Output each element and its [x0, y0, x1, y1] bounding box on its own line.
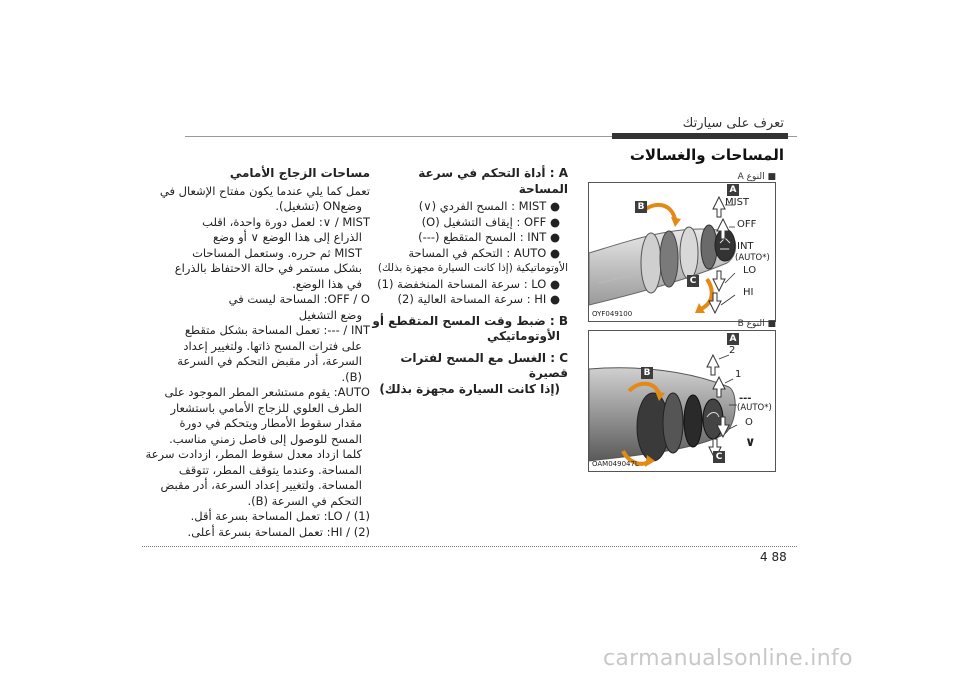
body-line: المسح للوصول إلى فاصل زمني مناسب.	[169, 431, 362, 446]
label-one: 1	[735, 369, 742, 380]
body-line: التحكم في السرعة (B).	[247, 493, 362, 508]
figure-a	[588, 182, 776, 322]
windshield-wipers-heading: مساحات الزجاج الأمامي	[229, 166, 370, 180]
watermark: carmanualsonline.info	[603, 646, 853, 671]
interval-heading: B : ضبط وقت المسح المتقطع أو	[372, 313, 568, 328]
body-line: INT / ---: تعمل المساحة بشكل متقطع	[184, 323, 370, 337]
mode-line: ● HI : سرعة المساحة العالية (2)	[397, 292, 560, 306]
windshield-wipers-column	[145, 166, 370, 540]
body-line: كلما ازداد معدل سقوط المطر، ازدادت سرعة	[145, 447, 362, 461]
mode-line: ● INT : المسح المتقطع (---)	[418, 230, 560, 244]
mode-line: ● LO : سرعة المساحة المنخفضة (1)	[377, 276, 560, 291]
body-line: مقدار سقوط الأمطار ويتحكم في دورة	[179, 416, 362, 430]
label-c: C	[687, 275, 699, 287]
label-a: A	[727, 184, 739, 196]
body-line: تعمل كما يلي عندما يكون مفتاح الإشعال في	[159, 183, 370, 198]
section-title: المساحات والغسالات	[629, 146, 784, 164]
body-line: OFF / O: المساحة ليست في	[228, 292, 370, 306]
label-two: 2	[729, 345, 736, 356]
wash-heading-cont: (إذا كانت السيارة مجهزة بذلك)	[379, 381, 560, 396]
label-a: A	[727, 333, 739, 345]
body-line: المساحة. ولتغيير إعداد السرعة، أدر مقبض	[160, 478, 362, 492]
mode-line: الأوتوماتيكية (إذا كانت السيارة مجهزة بذلك)	[377, 262, 568, 274]
label-b: B	[641, 367, 653, 379]
wiper-speed-heading: A : أداة التحكم في سرعة المساحة	[418, 166, 568, 196]
wiper-control-column	[368, 166, 568, 397]
mode-line: ● MIST : المسح الفردي (∨)	[418, 199, 560, 213]
body-line: الطرف العلوي للزجاج الأمامي باستشعار	[170, 400, 362, 415]
label-v: ∨	[745, 435, 756, 450]
label-auto: (AUTO*)	[737, 403, 772, 413]
body-line: المساحة. وعندما يتوقف المطر، تتوقف	[178, 462, 362, 477]
body-line: وضعON (تشغيل).	[275, 199, 362, 213]
label-lo: LO	[743, 265, 757, 276]
body-line: بشكل مستمر في حالة الاحتفاظ بالذراع	[174, 261, 362, 275]
body-line: في هذا الوضع.	[292, 276, 362, 291]
label-dash: ---	[739, 393, 752, 404]
mode-line: ● OFF : إيقاف التشغيل (O)	[421, 214, 560, 229]
label-int: INT	[737, 241, 754, 252]
wash-heading: C : الغسل مع المسح لفترات قصيرة	[400, 350, 568, 380]
label-off: OFF	[737, 219, 757, 230]
body-line: وضع التشغيل	[298, 307, 362, 322]
body-line: MIST ثم حرره. وستعمل المساحات	[192, 245, 362, 260]
footer-rule	[142, 546, 797, 547]
page-number: 4 88	[760, 550, 787, 564]
body-line: السرعة، أدر مقبض التحكم في السرعة	[177, 354, 362, 368]
body-line: على فترات المسح ذاتها. ولتغيير إعداد	[183, 338, 362, 353]
body-line: (B).	[341, 369, 362, 384]
figure-b	[588, 330, 776, 472]
chapter-title: تعرف على سيارتك	[682, 116, 784, 131]
mode-line: ● AUTO : التحكم في المساحة	[408, 245, 560, 260]
body-line: HI / (2): تعمل المساحة بسرعة أعلى.	[187, 524, 370, 539]
label-mist: MIST	[725, 197, 750, 208]
figure-b-caption: ■ النوع B	[737, 319, 776, 329]
body-line: MIST / ∨: لعمل دورة واحدة، اقلب	[202, 214, 370, 229]
body-line: AUTO: يقوم مستشعر المطر الموجود على	[164, 385, 370, 399]
body-line: LO / (1): تعمل المساحة بسرعة أقل.	[190, 509, 370, 523]
header-rule-accent	[612, 133, 788, 139]
figure-a-code: OYF049100	[592, 310, 633, 318]
body-line: الذراع إلى هذا الوضع ∨ أو وضع	[213, 230, 362, 244]
figure-a-caption: ■ النوع A	[737, 172, 776, 182]
interval-heading-cont: الأوتوماتيكي	[487, 329, 560, 343]
label-b: B	[635, 201, 647, 213]
label-hi: HI	[743, 287, 754, 298]
label-o: O	[745, 417, 753, 428]
label-c: C	[713, 451, 725, 463]
figure-b-code: OAM049047L	[592, 460, 639, 468]
label-auto: (AUTO*)	[735, 253, 770, 263]
